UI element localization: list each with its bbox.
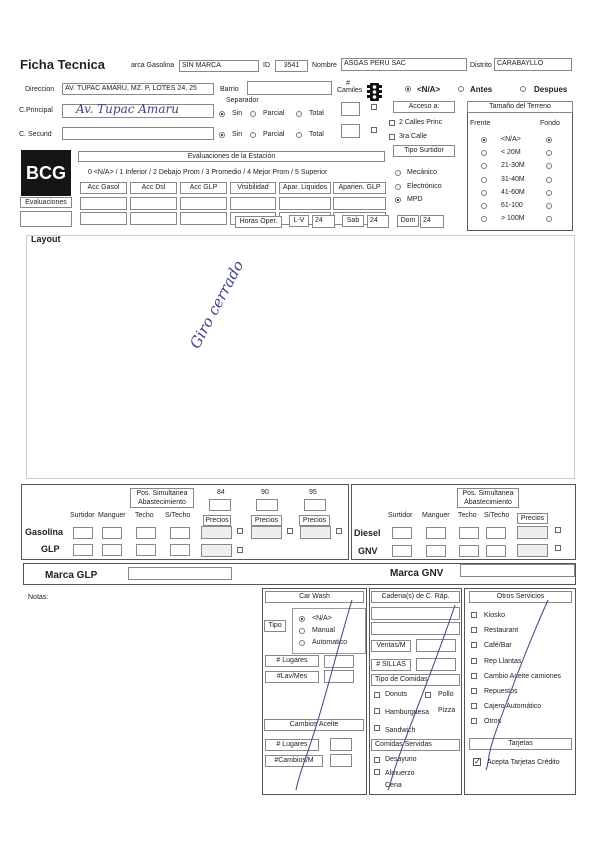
layout-title: Layout <box>31 234 61 244</box>
carwash-manual-label: Manual <box>312 627 335 634</box>
terreno-option-label: 61-100 <box>501 202 523 209</box>
evaluaciones-scale: 0 <N/A> / 1 Inferior / 2 Debajo Prom / 3 Promedio / 4 Mejor Prom / 5 Superior <box>88 169 328 176</box>
terreno-option-label: 41-60M <box>501 188 525 196</box>
marca-gasolina-field[interactable]: SIN MARCA <box>179 60 259 72</box>
otros-service-label: Cambio Aceite camiones <box>484 672 562 680</box>
surtidor-header-right: Surtidor <box>388 512 413 519</box>
pollo-label: Pollo <box>438 691 454 698</box>
camiles-label: # Camiles <box>337 80 363 94</box>
cambios-aceite-title: Cambios Aceite <box>264 719 364 731</box>
otros-service-label: Cajero Automático <box>484 703 542 711</box>
comidas-servidas-title: Comidas Servidas <box>371 739 460 751</box>
manguer-header: Manguer <box>98 512 126 519</box>
separador1-parcial-label: Parcial <box>263 110 285 117</box>
separador1-total-label: Total <box>309 110 324 117</box>
acepta-tarjetas-label: Acepta Tarjetas Crédito <box>487 759 560 766</box>
lv-field[interactable]: 24 <box>312 215 335 228</box>
id-field[interactable]: 3541 <box>275 60 308 72</box>
stecho-header: S/Techo <box>165 512 191 519</box>
octane-84: 84 <box>217 489 225 496</box>
precios-95-label: Precios <box>299 515 330 526</box>
carwash-lavmes-label: #Lav/Mes <box>265 671 319 683</box>
bcg-logo: BCG <box>21 150 71 196</box>
hamburguesa-label: Hamburguesa <box>385 709 429 716</box>
surtidor-mecanico-label: Mecánico <box>407 169 437 176</box>
dom-label: Dom <box>397 215 419 227</box>
octane-95: 95 <box>309 489 317 496</box>
layout-handwriting: Giro cerrado <box>186 257 248 352</box>
carwash-na-label: <N/A> <box>312 615 332 622</box>
donuts-label: Donuts <box>385 691 408 698</box>
eval-button[interactable]: Acc Dsl <box>130 182 177 194</box>
terreno-option-label: > 100M <box>501 215 525 223</box>
otros-title: Otros Servicios <box>469 591 572 603</box>
timing-antes-label: Antes <box>470 85 493 94</box>
precios-90-label: Precios <box>251 515 282 526</box>
marca-glp-label: Marca GLP <box>45 570 98 581</box>
pizza-label: Pizza <box>438 707 456 714</box>
acceso-title: Acceso a: <box>393 101 455 113</box>
octane-90: 90 <box>261 489 269 496</box>
acceso-3calle-label: 3ra Calle <box>399 133 428 140</box>
cambios-lugares-label: # Lugares <box>265 739 319 751</box>
gasolina-label: Gasolina <box>25 527 64 537</box>
cadena-title: Cadena(s) de C. Ráp. <box>371 591 460 603</box>
sillas-label: # SILLAS <box>371 659 411 671</box>
diesel-label: Diesel <box>354 528 381 538</box>
terreno-option-label: 21-30M <box>501 162 525 170</box>
pos-simultanea-right: Pos. Simultanea Abastecimiento <box>457 488 519 508</box>
direccion-label: Direccion <box>25 86 55 93</box>
terreno-frente-label: Frente <box>470 120 491 127</box>
eval-button[interactable]: Visibilidad <box>230 182 276 194</box>
terreno-option-label: < 20M <box>501 149 521 157</box>
horas-oper-label: Horas Oper. <box>235 216 282 228</box>
terreno-option-label: <N/A> <box>501 136 521 143</box>
precios-right-label: Precios <box>517 513 548 524</box>
marca-gasolina-label: arca Gasolina <box>131 62 175 69</box>
c-principal-handwriting: Av. Tupac Amaru <box>76 102 179 116</box>
dom-field[interactable]: 24 <box>420 215 444 228</box>
cena-label: Cena <box>385 782 402 789</box>
evaluaciones-side-label: Evaluaciones <box>20 197 72 208</box>
carwash-lugares-label: # Lugares <box>265 655 319 667</box>
terreno-fondo-label: Fondo <box>540 120 560 127</box>
timing-na-label: <N/A> <box>417 85 441 94</box>
tipo-surtidor-title: Tipo Surtidor <box>393 145 455 157</box>
acepta-tarjetas-checkbox[interactable]: ✓ <box>474 757 481 766</box>
carwash-automatico-label: Automatico <box>312 639 348 646</box>
separador1-sin-label: Sin <box>232 110 243 117</box>
sandwich-label: Sandwich <box>385 727 416 734</box>
nombre-label: Nombre <box>312 62 337 69</box>
pos-simultanea-left: Pos. Simultanea Abastecimiento <box>130 488 194 508</box>
otros-service-label: Otros <box>484 718 502 726</box>
glp-label: GLP <box>41 544 60 554</box>
eval-button[interactable]: Acc Gasol <box>80 182 127 194</box>
cambios-mes-label: #Cambios/M <box>265 755 323 767</box>
manguer-header-right: Manguer <box>422 512 450 519</box>
page-title: Ficha Tecnica <box>20 57 106 72</box>
distrito-field[interactable]: CARABAYLLO <box>494 58 572 71</box>
separador2-total-label: Total <box>309 131 324 138</box>
surtidor-mpd-label: MPD <box>407 196 423 203</box>
eval-button[interactable]: Aparien. GLP <box>333 182 386 194</box>
notas-label: Notas: <box>28 594 49 601</box>
almuerzo-label: Almuerzo <box>385 770 415 777</box>
techo-header: Techo <box>135 512 154 519</box>
precios-84-label: Precios <box>203 515 231 526</box>
marca-gnv-label: Marca GNV <box>390 568 444 579</box>
direccion-field[interactable]: AV. TUPAC AMARU, MZ. P, LOTES 24, 25 <box>62 83 214 95</box>
otros-service-label: Café/Bar <box>484 642 512 650</box>
tipo-comidas-title: Tipo de Comidas <box>371 674 460 686</box>
separador2-parcial-label: Parcial <box>263 131 285 138</box>
distrito-label: Distrito <box>470 62 492 69</box>
barrio-label: Barrio <box>220 86 239 93</box>
acceso-2calles-label: 2 Calles Princ <box>399 119 443 126</box>
otros-service-label: Rep Llantas <box>484 657 522 665</box>
terreno-option-label: 31-40M <box>501 175 525 183</box>
separador-label: Separador <box>226 97 259 104</box>
terreno-title: Tamaño del Terreno <box>467 101 573 113</box>
tarjetas-title: Tarjetas <box>469 738 572 750</box>
desayuno-label: Desayuno <box>385 756 417 763</box>
id-label: ID <box>263 62 270 69</box>
otros-service-label: Repuestos <box>484 688 518 695</box>
sab-label: Sab <box>342 215 364 227</box>
ventas-label: Ventas/M <box>371 640 411 652</box>
techo-header-right: Techo <box>458 512 477 519</box>
otros-service-label: Restaurant <box>484 627 519 635</box>
lv-label: L-V <box>289 215 309 227</box>
surtidor-electronico-label: Electrónico <box>407 183 442 190</box>
separador2-sin-label: Sin <box>232 131 243 138</box>
stecho-header-right: S/Techo <box>484 512 510 519</box>
surtidor-header: Surtidor <box>70 512 95 519</box>
gnv-label: GNV <box>358 546 378 556</box>
nombre-field[interactable]: ASGAS PERU SAC <box>341 58 467 71</box>
evaluaciones-title: Evaluaciones de la Estación <box>78 151 385 162</box>
otros-service-label: Kiosko <box>484 612 506 619</box>
sab-field[interactable]: 24 <box>367 215 389 228</box>
eval-button[interactable]: Apar. Liquidos <box>279 182 331 194</box>
carwash-tipo-label: Tipo <box>264 620 286 632</box>
carwash-title: Car Wash <box>265 591 364 603</box>
c-principal-label: C.Principal <box>19 107 53 114</box>
timing-despues-label: Despues <box>534 85 568 94</box>
eval-button[interactable]: Acc GLP <box>180 182 227 194</box>
c-secund-label: C. Secund <box>19 131 52 138</box>
